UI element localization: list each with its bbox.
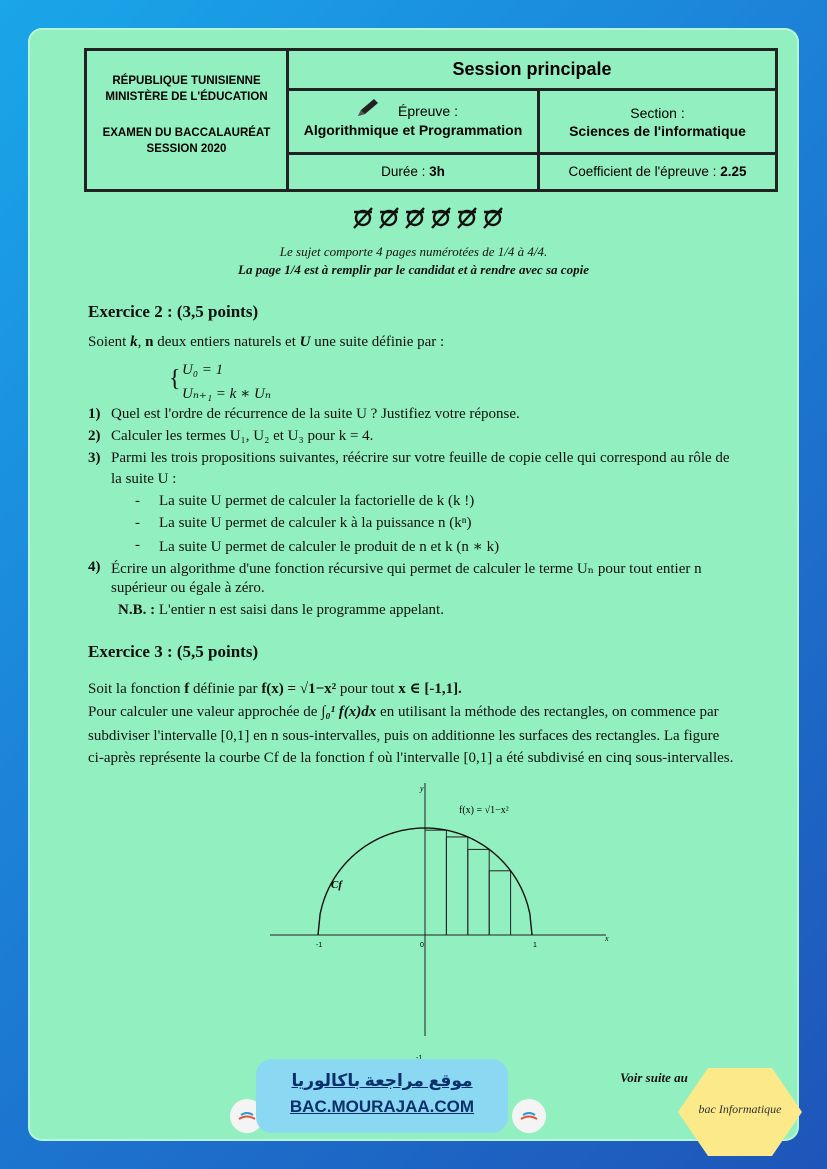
q1-text: Quel est l'ordre de récurrence de la suite U ? Justifiez votre réponse. xyxy=(111,406,520,422)
ex3-title: Exercice 3 : (5,5 points) xyxy=(88,642,259,661)
header-ministry: MINISTÈRE DE L'ÉDUCATION xyxy=(105,91,268,103)
bac-informatique-badge xyxy=(676,1066,804,1158)
ex2-system-line1: U₀ = 1 xyxy=(182,362,224,378)
q3-dash-3: - xyxy=(135,537,140,553)
q2-text: Calculer les termes U₁, U₂ et U₃ pour k = 4. xyxy=(111,428,374,444)
rectangle-method-figure xyxy=(266,778,616,1038)
ex2-system-brace: { xyxy=(169,366,181,392)
header-institution-cell xyxy=(87,51,289,189)
x-axis-label: x xyxy=(605,934,609,943)
header-session-title: Session principale xyxy=(289,51,775,91)
ex3-line2: Pour calculer une valeur approchée de ∫₀¹ f(x)dx en utilisant la méthode des rectangles, on commence par xyxy=(88,704,719,720)
q3-text-line2: la suite U : xyxy=(111,471,177,487)
q4-text-line1: Écrire un algorithme d'une fonction récursive qui permet de calculer le terme Uₙ pour tout entier n xyxy=(111,561,702,577)
q4-text-line2: supérieur ou égale à zéro. xyxy=(111,580,265,596)
book-icon xyxy=(512,1099,546,1133)
intro-page-note: La page 1/4 est à remplir par le candidat et à rendre avec sa copie xyxy=(238,262,589,277)
rectangle-1 xyxy=(425,830,446,935)
coef-label: Coefficient de l'épreuve : xyxy=(568,164,721,179)
q3-proposition-3: La suite U permet de calculer le produit de n et k (n ∗ k) xyxy=(159,539,500,555)
coef-value: 2.25 xyxy=(720,164,747,179)
intro-pages: Le sujet comporte 4 pages numérotées de 1/4 à 4/4. xyxy=(279,244,548,259)
duree-value: 3h xyxy=(429,164,445,179)
section-value: Sciences de l'informatique xyxy=(569,123,746,139)
header-republic: RÉPUBLIQUE TUNISIENNE xyxy=(112,75,261,87)
tick-label-neg1: -1 xyxy=(316,942,323,949)
q1-number: 1) xyxy=(88,406,101,422)
rectangle-4 xyxy=(489,871,510,935)
ex2-title: Exercice 2 : (3,5 points) xyxy=(88,302,259,321)
header-coef-cell xyxy=(540,155,775,189)
header-duree-cell xyxy=(289,155,540,189)
q3-text-line1: Parmi les trois propositions suivantes, réécrire sur votre feuille de copie celle qui correspond au rôle de xyxy=(111,450,730,466)
nb-text: L'entier n est saisi dans le programme appelant. xyxy=(155,602,444,618)
q3-proposition-2: La suite U permet de calculer k à la puissance n (kⁿ) xyxy=(159,515,472,531)
exam-page xyxy=(28,28,799,1141)
q4-number: 4) xyxy=(88,559,101,575)
ex3-line1: Soit la fonction f définie par f(x) = √1−x² pour tout x ∈ [-1,1]. xyxy=(88,681,462,697)
site-logo-right xyxy=(512,1099,546,1133)
nb-label: N.B. : xyxy=(118,602,156,618)
tick-label-0: 0 xyxy=(420,942,424,949)
header-session-year: SESSION 2020 xyxy=(146,143,227,155)
epreuve-label: Épreuve : xyxy=(398,103,458,119)
curve-label: Cf xyxy=(331,879,342,891)
rectangle-2 xyxy=(446,837,467,935)
ex3-line3: subdiviser l'intervalle [0,1] en n sous-intervalles, puis on additionne les surfaces des rectangles. La figure xyxy=(88,728,720,744)
q2-number: 2) xyxy=(88,428,101,444)
site-banner[interactable] xyxy=(256,1059,508,1133)
exam-header-table xyxy=(84,48,778,192)
ex3-line4: ci-après représente la courbe Cf de la fonction f où l'intervalle [0,1] a été subdivisé en cinq sous-intervalles. xyxy=(88,750,734,766)
site-url[interactable]: BAC.MOURAJAA.COM xyxy=(289,1097,475,1116)
section-label: Section : xyxy=(630,105,685,121)
header-section-cell xyxy=(540,91,775,155)
q3-number: 3) xyxy=(88,450,101,466)
pencil-icon xyxy=(355,97,381,119)
rectangle-3 xyxy=(468,849,489,935)
epreuve-value: Algorithmique et Programmation xyxy=(303,122,523,138)
q3-dash-2: - xyxy=(135,515,140,531)
function-label: f(x) = √1−x² xyxy=(459,805,509,816)
q3-proposition-1: La suite U permet de calculer la factorielle de k (k !) xyxy=(159,493,475,509)
q3-dash-1: - xyxy=(135,493,140,509)
header-epreuve-cell xyxy=(289,91,540,155)
footer-voir-suite: Voir suite au xyxy=(620,1070,688,1085)
decorative-symbols-row xyxy=(350,206,510,228)
y-axis-label: y xyxy=(420,784,424,793)
badge-text: bac Informatique xyxy=(698,1102,782,1116)
rectangles-group xyxy=(425,830,532,935)
nb-note xyxy=(118,602,444,619)
tick-label-1: 1 xyxy=(533,942,537,949)
ex2-intro: Soient k, n deux entiers naturels et U une suite définie par : xyxy=(88,334,445,350)
duree-label: Durée : xyxy=(381,164,430,179)
site-arabic-name: موقع مراجعة باكالوريا xyxy=(291,1071,473,1090)
header-exam: EXAMEN DU BACCALAURÉAT xyxy=(102,127,271,139)
ex2-system-line2: Uₙ₊₁ = k ∗ Uₙ xyxy=(182,386,271,402)
